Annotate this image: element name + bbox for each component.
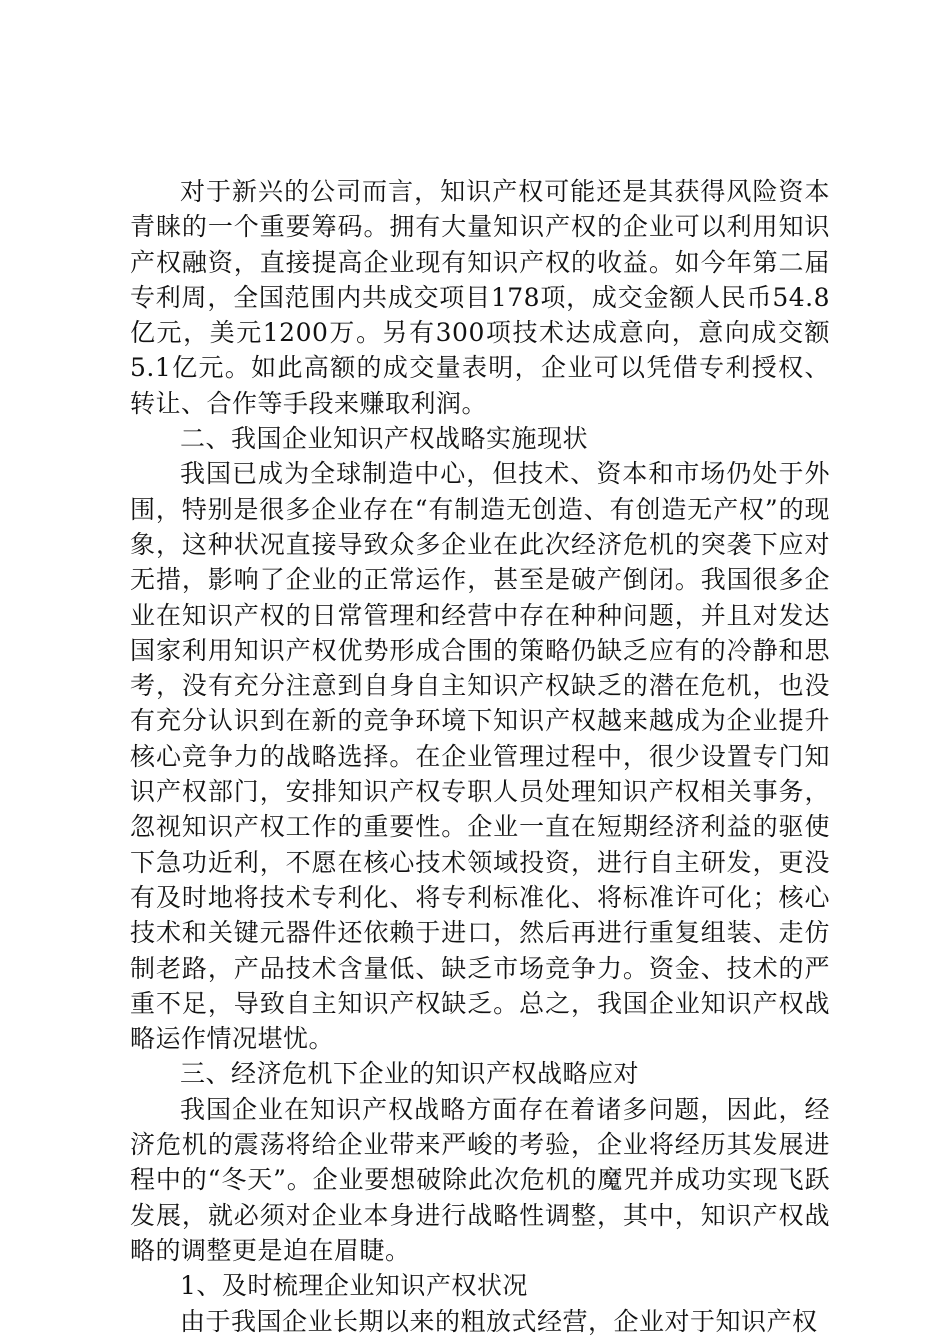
section-heading-2: 二、我国企业知识产权战略实施现状 — [180, 424, 589, 454]
paragraph-startup-ip-value: 对于新兴的公司而言，知识产权可能还是其获得风险资本青睐的一个重要筹码。拥有大量知识产权的企业可以利用知识产权融资，直接提高企业现有知识产权的收益。如今年第二届专利周，全国范围内共成交项目178项，成交金额人民币54.8亿元，美元1200万。另有300项技术达成意向，意向成交额5.1亿元。如此高额的成交量表明，企业可以凭借专利授权、转让、合作等手段来赚取利润。 — [130, 177, 830, 418]
section-heading-3: 三、经济危机下企业的知识产权战略应对 — [180, 1059, 640, 1089]
document-body — [130, 174, 830, 1339]
subsection-heading-1: 1、及时梳理企业知识产权状况 — [180, 1271, 528, 1301]
paragraph-ip-strategy-status: 我国已成为全球制造中心，但技术、资本和市场仍处于外围，特别是很多企业存在“有制造无创造、有创造无产权”的现象，这种状况直接导致众多企业在此次经济危机的突袭下应对无措，影响了企业的正常运作，甚至是破产倒闭。我国很多企业在知识产权的日常管理和经营中存在种种问题，并且对发达国家利用知识产权优势形成合围的策略仍缺乏应有的冷静和思考，没有充分注意到自身自主知识产权缺乏的潜在危机，也没有充分认识到在新的竞争环境下知识产权越来越成为企业提升核心竞争力的战略选择。在企业管理过程中，很少设置专门知识产权部门，安排知识产权专职人员处理知识产权相关事务，忽视知识产权工作的重要性。企业一直在短期经济利益的驱使下急功近利，不愿在核心技术领域投资，进行自主研发，更没有及时地将技术专利化、将专利标准化、将标准许可化；核心技术和关键元器件还依赖于进口，然后再进行重复组装、走仿制老路，产品技术含量低、缺乏市场竞争力。资金、技术的严重不足，导致自主知识产权缺乏。总之，我国企业知识产权战略运作情况堪忧。 — [130, 459, 830, 1054]
paragraph-crisis-response: 我国企业在知识产权战略方面存在着诸多问题，因此，经济危机的震荡将给企业带来严峻的考验，企业将经历其发展进程中的“冬天”。企业要想破除此次危机的魔咒并成功实现飞跃发展，就必须对企业本身进行战略性调整，其中，知识产权战略的调整更是迫在眉睫。 — [130, 1094, 830, 1265]
paragraph-review-ip-status: 由于我国企业长期以来的粗放式经营，企业对于知识产权 — [180, 1306, 818, 1336]
